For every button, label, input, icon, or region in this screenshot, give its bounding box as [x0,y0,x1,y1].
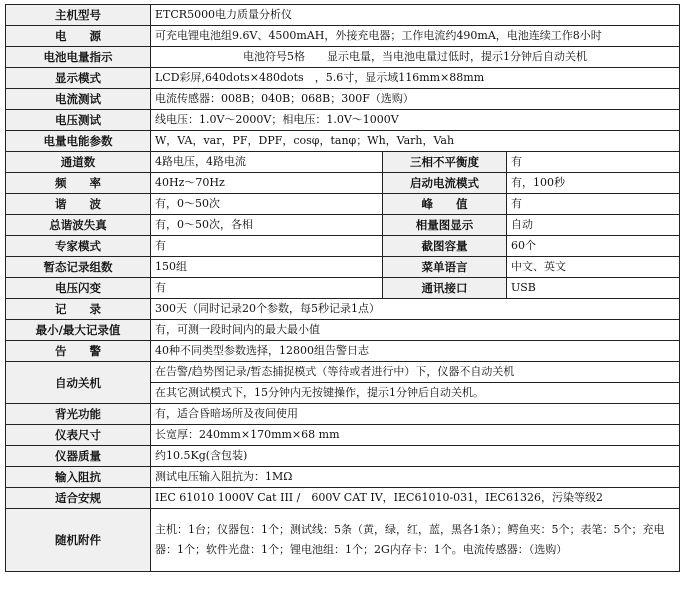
label-power: 电 源 [6,26,151,47]
label-flicker: 电压闪变 [6,278,151,299]
value-autooff-line2: 在其它测试模式下，15分钟内无按键操作，提示1分钟后自动关机。 [151,383,680,404]
value-phasor: 自动 [507,215,680,236]
row-record [6,299,680,320]
row-battery [6,47,680,68]
label-display: 显示模式 [6,68,151,89]
label-impedance: 输入阻抗 [6,467,151,488]
value-alarm: 40种不同类型参数选择，12800组告警日志 [151,341,680,362]
value-size: 长宽厚：240mm×170mm×68 mm [151,425,680,446]
label-weight: 仪器质量 [6,446,151,467]
label-interface: 通讯接口 [383,278,507,299]
label-backlight: 背光功能 [6,404,151,425]
row-voltage-test [6,110,680,131]
row-frequency [6,173,680,194]
label-record: 记 录 [6,299,151,320]
spec-table [5,4,680,572]
value-battery: 电池符号5格 显示电量，当电池电量过低时，提示1分钟后自动关机 [151,47,680,68]
row-thd [6,215,680,236]
label-harmonics: 谐 波 [6,194,151,215]
value-power: 可充电锂电池组9.6V、4500mAH，外接充电器；工作电流约490mA，电池连续工作8小时 [151,26,680,47]
row-harmonics [6,194,680,215]
label-size: 仪表尺寸 [6,425,151,446]
value-thd: 有，0～50次，各相 [151,215,383,236]
value-minmax: 有，可测一段时间内的最大最小值 [151,320,680,341]
label-unbalance: 三相不平衡度 [383,152,507,173]
label-channels: 通道数 [6,152,151,173]
row-accessories [6,509,680,572]
value-voltage-test: 线电压：1.0V～2000V；相电压：1.0V～1000V [151,110,680,131]
value-interface: USB [507,278,680,299]
label-inrush: 启动电流模式 [383,173,507,194]
row-flicker [6,278,680,299]
label-language: 菜单语言 [383,257,507,278]
row-safety [6,488,680,509]
label-accessories: 随机附件 [6,509,151,572]
row-impedance [6,467,680,488]
value-screenshot: 60个 [507,236,680,257]
label-screenshot: 截图容量 [383,236,507,257]
label-battery: 电池电量指示 [6,47,151,68]
row-expert [6,236,680,257]
row-power [6,26,680,47]
row-autooff-1 [6,362,680,383]
row-energy-params [6,131,680,152]
value-accessories: 主机：1台；仪器包：1个；测试线：5条（黄，绿，红，蓝，黑各1条）；鳄鱼夹：5个；表笔：5个；充电器：1个；软件光盘：1个；锂电池组：1个；2G内存卡：1个。电流传感器：（选购） [151,509,680,572]
label-voltage-test: 电压测试 [6,110,151,131]
value-flicker: 有 [151,278,383,299]
row-weight [6,446,680,467]
label-minmax: 最小/最大记录值 [6,320,151,341]
value-display: LCD彩屏,640dots×480dots ，5.6寸，显示域116mm×88mm [151,68,680,89]
value-safety: IEC 61010 1000V Cat III / 600V CAT IV，IEC61010-031，IEC61326，污染等级2 [151,488,680,509]
label-expert: 专家模式 [6,236,151,257]
value-inrush: 有，100秒 [507,173,680,194]
value-frequency: 40Hz～70Hz [151,173,383,194]
label-alarm: 告 警 [6,341,151,362]
value-harmonics: 有，0～50次 [151,194,383,215]
row-model [6,5,680,26]
value-backlight: 有，适合昏暗场所及夜间使用 [151,404,680,425]
value-impedance: 测试电压输入阻抗为：1MΩ [151,467,680,488]
row-display [6,68,680,89]
row-channels [6,152,680,173]
value-autooff-line1: 在告警/趋势图记录/暂态捕捉模式（等待或者进行中）下，仪器不自动关机 [151,362,680,383]
row-size [6,425,680,446]
value-expert: 有 [151,236,383,257]
value-model: ETCR5000电力质量分析仪 [151,5,680,26]
label-energy-params: 电量电能参数 [6,131,151,152]
value-peak: 有 [507,194,680,215]
label-transient: 暂态记录组数 [6,257,151,278]
label-phasor: 相量图显示 [383,215,507,236]
value-weight: 约10.5Kg(含包装) [151,446,680,467]
value-language: 中文、英文 [507,257,680,278]
row-backlight [6,404,680,425]
row-transient [6,257,680,278]
value-energy-params: W，VA，var，PF，DPF，cosφ，tanφ；Wh，Varh，Vah [151,131,680,152]
label-thd: 总谐波失真 [6,215,151,236]
label-model: 主机型号 [6,5,151,26]
label-current-test: 电流测试 [6,89,151,110]
value-transient: 150组 [151,257,383,278]
value-record: 300天（同时记录20个参数，每5秒记录1点） [151,299,680,320]
row-current-test [6,89,680,110]
label-frequency: 频 率 [6,173,151,194]
label-peak: 峰 值 [383,194,507,215]
value-channels: 4路电压，4路电流 [151,152,383,173]
value-unbalance: 有 [507,152,680,173]
label-autooff: 自动关机 [6,362,151,404]
row-alarm [6,341,680,362]
value-current-test: 电流传感器：008B；040B；068B；300F（选购） [151,89,680,110]
label-safety: 适合安规 [6,488,151,509]
row-minmax [6,320,680,341]
